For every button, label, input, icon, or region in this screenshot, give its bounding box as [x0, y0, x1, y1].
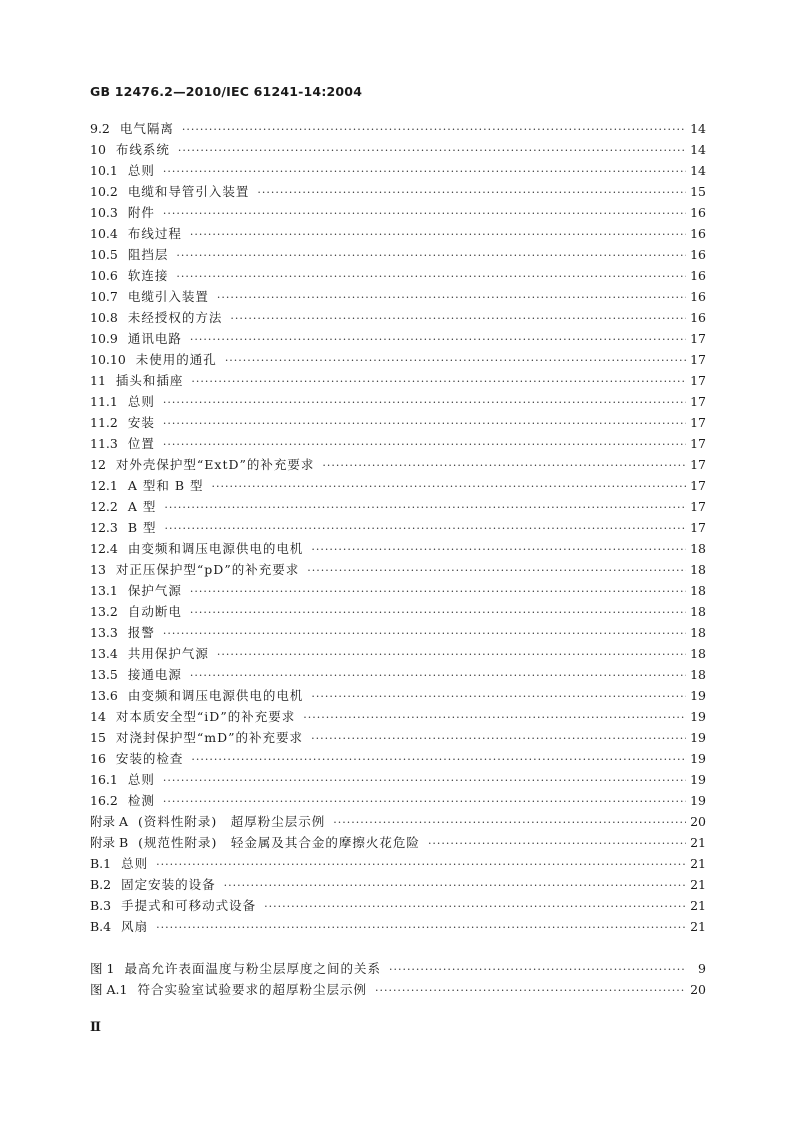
toc-entry[interactable] — [90, 748, 706, 769]
toc-entry[interactable] — [90, 223, 706, 244]
figure-entry[interactable] — [90, 979, 706, 1000]
entry-number: 10.8 — [90, 310, 118, 325]
toc-entry[interactable] — [90, 706, 706, 727]
dot-leader — [190, 581, 686, 602]
entry-number: 图 1 — [90, 961, 115, 976]
dot-leader — [191, 371, 686, 392]
entry-page: 16 — [690, 289, 706, 304]
toc-entry[interactable] — [90, 895, 706, 916]
toc-entry[interactable] — [90, 916, 706, 937]
dot-leader — [322, 455, 686, 476]
dot-leader — [176, 245, 686, 266]
dot-leader — [176, 266, 686, 287]
entry-page: 14 — [690, 163, 706, 178]
entry-page: 21 — [690, 835, 706, 850]
entry-page: 21 — [690, 898, 706, 913]
entry-page: 20 — [690, 982, 706, 997]
dot-leader — [178, 140, 686, 161]
dot-leader — [163, 791, 686, 812]
entry-number: 附录 A — [90, 814, 129, 829]
toc-entry[interactable] — [90, 874, 706, 895]
entry-title: 对外壳保护型“ExtD”的补充要求 — [115, 457, 315, 472]
toc-entry[interactable] — [90, 475, 706, 496]
toc-entry[interactable] — [90, 265, 706, 286]
toc-entry[interactable] — [90, 832, 706, 853]
dot-leader — [163, 203, 686, 224]
entry-title: 未使用的通孔 — [135, 352, 217, 367]
toc-entry[interactable] — [90, 307, 706, 328]
dot-leader — [230, 308, 686, 329]
entry-number: 图 A.1 — [90, 982, 128, 997]
dot-leader — [217, 644, 686, 665]
toc-entry[interactable] — [90, 202, 706, 223]
entry-page: 17 — [690, 457, 706, 472]
entry-number: 13 — [90, 562, 106, 577]
toc-entry[interactable] — [90, 790, 706, 811]
toc-entry[interactable] — [90, 118, 706, 139]
entry-page: 17 — [690, 436, 706, 451]
entry-number: 11.1 — [90, 394, 118, 409]
entry-number: 10.10 — [90, 352, 126, 367]
entry-number: 12.3 — [90, 520, 118, 535]
entry-page: 14 — [690, 121, 706, 136]
toc-entry[interactable] — [90, 664, 706, 685]
figure-list — [90, 958, 706, 1000]
toc-entry[interactable] — [90, 517, 706, 538]
toc-entry[interactable] — [90, 685, 706, 706]
entry-page: 19 — [690, 688, 706, 703]
entry-page: 17 — [690, 331, 706, 346]
toc-entry[interactable] — [90, 391, 706, 412]
dot-leader — [225, 350, 686, 371]
entry-title: 软连接 — [127, 268, 169, 283]
entry-title: 由变频和调压电源供电的电机 — [127, 688, 304, 703]
entry-number: 9.2 — [90, 121, 110, 136]
dot-leader — [257, 182, 686, 203]
dot-leader — [311, 728, 686, 749]
entry-number: 10 — [90, 142, 106, 157]
dot-leader — [307, 560, 686, 581]
entry-page: 20 — [690, 814, 706, 829]
entry-number: B.3 — [90, 898, 112, 913]
dot-leader — [156, 917, 686, 938]
entry-number: 11.2 — [90, 415, 118, 430]
dot-leader — [224, 875, 686, 896]
toc-entry[interactable] — [90, 643, 706, 664]
figure-entry[interactable] — [90, 958, 706, 979]
dot-leader — [311, 686, 686, 707]
toc-entry[interactable] — [90, 727, 706, 748]
entry-number: 10.9 — [90, 331, 118, 346]
entry-title: 阻挡层 — [127, 247, 169, 262]
entry-number: 13.5 — [90, 667, 118, 682]
entry-title: 位置 — [127, 436, 155, 451]
entry-title: 共用保护气源 — [127, 646, 209, 661]
entry-number: 16 — [90, 751, 106, 766]
entry-title: 保护气源 — [127, 583, 182, 598]
entry-title: B 型 — [127, 520, 157, 535]
entry-page: 17 — [690, 478, 706, 493]
toc-entry[interactable] — [90, 454, 706, 475]
entry-title: 电缆和导管引入装置 — [127, 184, 250, 199]
entry-number: 14 — [90, 709, 106, 724]
entry-number: 附录 B — [90, 835, 129, 850]
entry-number: 12.1 — [90, 478, 118, 493]
entry-page: 17 — [690, 415, 706, 430]
entry-number: 10.6 — [90, 268, 118, 283]
toc-entry[interactable] — [90, 496, 706, 517]
toc-entry[interactable] — [90, 160, 706, 181]
toc-entry[interactable] — [90, 580, 706, 601]
entry-number: B.4 — [90, 919, 112, 934]
entry-title: 附件 — [127, 205, 155, 220]
entry-title: 总则 — [127, 163, 155, 178]
entry-page: 19 — [690, 751, 706, 766]
entry-title: 布线系统 — [115, 142, 170, 157]
entry-page: 9 — [698, 961, 706, 976]
entry-page: 21 — [690, 877, 706, 892]
toc-entry[interactable] — [90, 601, 706, 622]
toc-entry[interactable] — [90, 286, 706, 307]
entry-page: 18 — [690, 667, 706, 682]
toc-entry[interactable] — [90, 349, 706, 370]
table-of-contents — [90, 118, 706, 937]
entry-title: 报警 — [127, 625, 155, 640]
entry-page: 19 — [690, 730, 706, 745]
entry-number: B.1 — [90, 856, 112, 871]
dot-leader — [156, 854, 686, 875]
entry-page: 14 — [690, 142, 706, 157]
entry-number: 10.5 — [90, 247, 118, 262]
entry-number: 11 — [90, 373, 106, 388]
toc-entry[interactable] — [90, 433, 706, 454]
entry-page: 17 — [690, 499, 706, 514]
entry-title: 固定安装的设备 — [121, 877, 216, 892]
entry-number: 16.1 — [90, 772, 118, 787]
entry-page: 17 — [690, 394, 706, 409]
entry-title: 手提式和可移动式设备 — [121, 898, 257, 913]
entry-number: 13.6 — [90, 688, 118, 703]
dot-leader — [163, 161, 686, 182]
entry-page: 17 — [690, 520, 706, 535]
page-number: Ⅱ — [90, 1020, 101, 1035]
entry-title: A 型和 B 型 — [127, 478, 204, 493]
entry-title: 通讯电路 — [127, 331, 182, 346]
toc-entry[interactable] — [90, 769, 706, 790]
entry-page: 16 — [690, 205, 706, 220]
entry-title: 布线过程 — [127, 226, 182, 241]
dot-leader — [190, 602, 686, 623]
entry-number: 10.2 — [90, 184, 118, 199]
entry-title: 自动断电 — [127, 604, 182, 619]
dot-leader — [264, 896, 686, 917]
entry-title: 总则 — [127, 772, 155, 787]
entry-number: 10.1 — [90, 163, 118, 178]
toc-entry[interactable] — [90, 181, 706, 202]
entry-page: 16 — [690, 310, 706, 325]
entry-title: 插头和插座 — [115, 373, 184, 388]
dot-leader — [163, 770, 686, 791]
entry-title: 对正压保护型“pD”的补充要求 — [115, 562, 300, 577]
entry-title: 电气隔离 — [119, 121, 174, 136]
toc-entry[interactable] — [90, 622, 706, 643]
entry-title: 符合实验室试验要求的超厚粉尘层示例 — [137, 982, 367, 997]
entry-title: 总则 — [127, 394, 155, 409]
entry-number: 15 — [90, 730, 106, 745]
toc-entry[interactable] — [90, 328, 706, 349]
entry-number: B.2 — [90, 877, 112, 892]
entry-page: 18 — [690, 604, 706, 619]
entry-number: 12.4 — [90, 541, 118, 556]
entry-title: 接通电源 — [127, 667, 182, 682]
entry-title: 由变频和调压电源供电的电机 — [127, 541, 304, 556]
dot-leader — [163, 392, 686, 413]
entry-title: 总则 — [121, 856, 149, 871]
entry-page: 16 — [690, 247, 706, 262]
dot-leader — [163, 623, 686, 644]
entry-title: 安装的检查 — [115, 751, 184, 766]
dot-leader — [164, 497, 686, 518]
dot-leader — [375, 980, 686, 1001]
entry-number: 13.2 — [90, 604, 118, 619]
entry-page: 19 — [690, 772, 706, 787]
entry-title: 安装 — [127, 415, 155, 430]
entry-title: 对浇封保护型“mD”的补充要求 — [115, 730, 304, 745]
dot-leader — [217, 287, 686, 308]
toc-entry[interactable] — [90, 370, 706, 391]
dot-leader — [190, 665, 686, 686]
entry-number: 11.3 — [90, 436, 118, 451]
dot-leader — [182, 119, 686, 140]
entry-page: 18 — [690, 562, 706, 577]
entry-page: 18 — [690, 541, 706, 556]
entry-page: 19 — [690, 709, 706, 724]
dot-leader — [311, 539, 686, 560]
entry-page: 17 — [690, 373, 706, 388]
dot-leader — [191, 749, 686, 770]
entry-number: 10.4 — [90, 226, 118, 241]
dot-leader — [163, 434, 686, 455]
entry-number: 13.3 — [90, 625, 118, 640]
entry-page: 18 — [690, 646, 706, 661]
entry-page: 18 — [690, 625, 706, 640]
entry-number: 13.4 — [90, 646, 118, 661]
toc-entry[interactable] — [90, 538, 706, 559]
entry-page: 16 — [690, 268, 706, 283]
entry-title: A 型 — [127, 499, 157, 514]
entry-title: 电缆引入装置 — [127, 289, 209, 304]
entry-title: (资料性附录) 超厚粉尘层示例 — [138, 814, 326, 829]
entry-page: 16 — [690, 226, 706, 241]
dot-leader — [303, 707, 686, 728]
dot-leader — [333, 812, 686, 833]
toc-entry[interactable] — [90, 811, 706, 832]
dot-leader — [211, 476, 686, 497]
entry-title: 最高允许表面温度与粉尘层厚度之间的关系 — [124, 961, 381, 976]
entry-number: 12 — [90, 457, 106, 472]
dot-leader — [165, 518, 686, 539]
entry-title: 检测 — [127, 793, 155, 808]
dot-leader — [190, 329, 686, 350]
document-header: GB 12476.2—2010/IEC 61241-14:2004 — [90, 84, 363, 99]
dot-leader — [190, 224, 686, 245]
entry-page: 15 — [690, 184, 706, 199]
entry-title: 对本质安全型“iD”的补充要求 — [115, 709, 296, 724]
entry-number: 12.2 — [90, 499, 118, 514]
entry-number: 10.3 — [90, 205, 118, 220]
entry-number: 10.7 — [90, 289, 118, 304]
entry-title: 风扇 — [121, 919, 149, 934]
entry-page: 17 — [690, 352, 706, 367]
entry-title: 未经授权的方法 — [127, 310, 223, 325]
toc-entry[interactable] — [90, 853, 706, 874]
toc-entry[interactable] — [90, 139, 706, 160]
toc-entry[interactable] — [90, 412, 706, 433]
entry-page: 21 — [690, 919, 706, 934]
dot-leader — [163, 413, 686, 434]
toc-entry[interactable] — [90, 559, 706, 580]
entry-number: 16.2 — [90, 793, 118, 808]
entry-title: (规范性附录) 轻金属及其合金的摩擦火花危险 — [138, 835, 420, 850]
entry-number: 13.1 — [90, 583, 118, 598]
dot-leader — [389, 959, 686, 980]
entry-page: 18 — [690, 583, 706, 598]
entry-page: 21 — [690, 856, 706, 871]
entry-page: 19 — [690, 793, 706, 808]
dot-leader — [428, 833, 686, 854]
toc-entry[interactable] — [90, 244, 706, 265]
